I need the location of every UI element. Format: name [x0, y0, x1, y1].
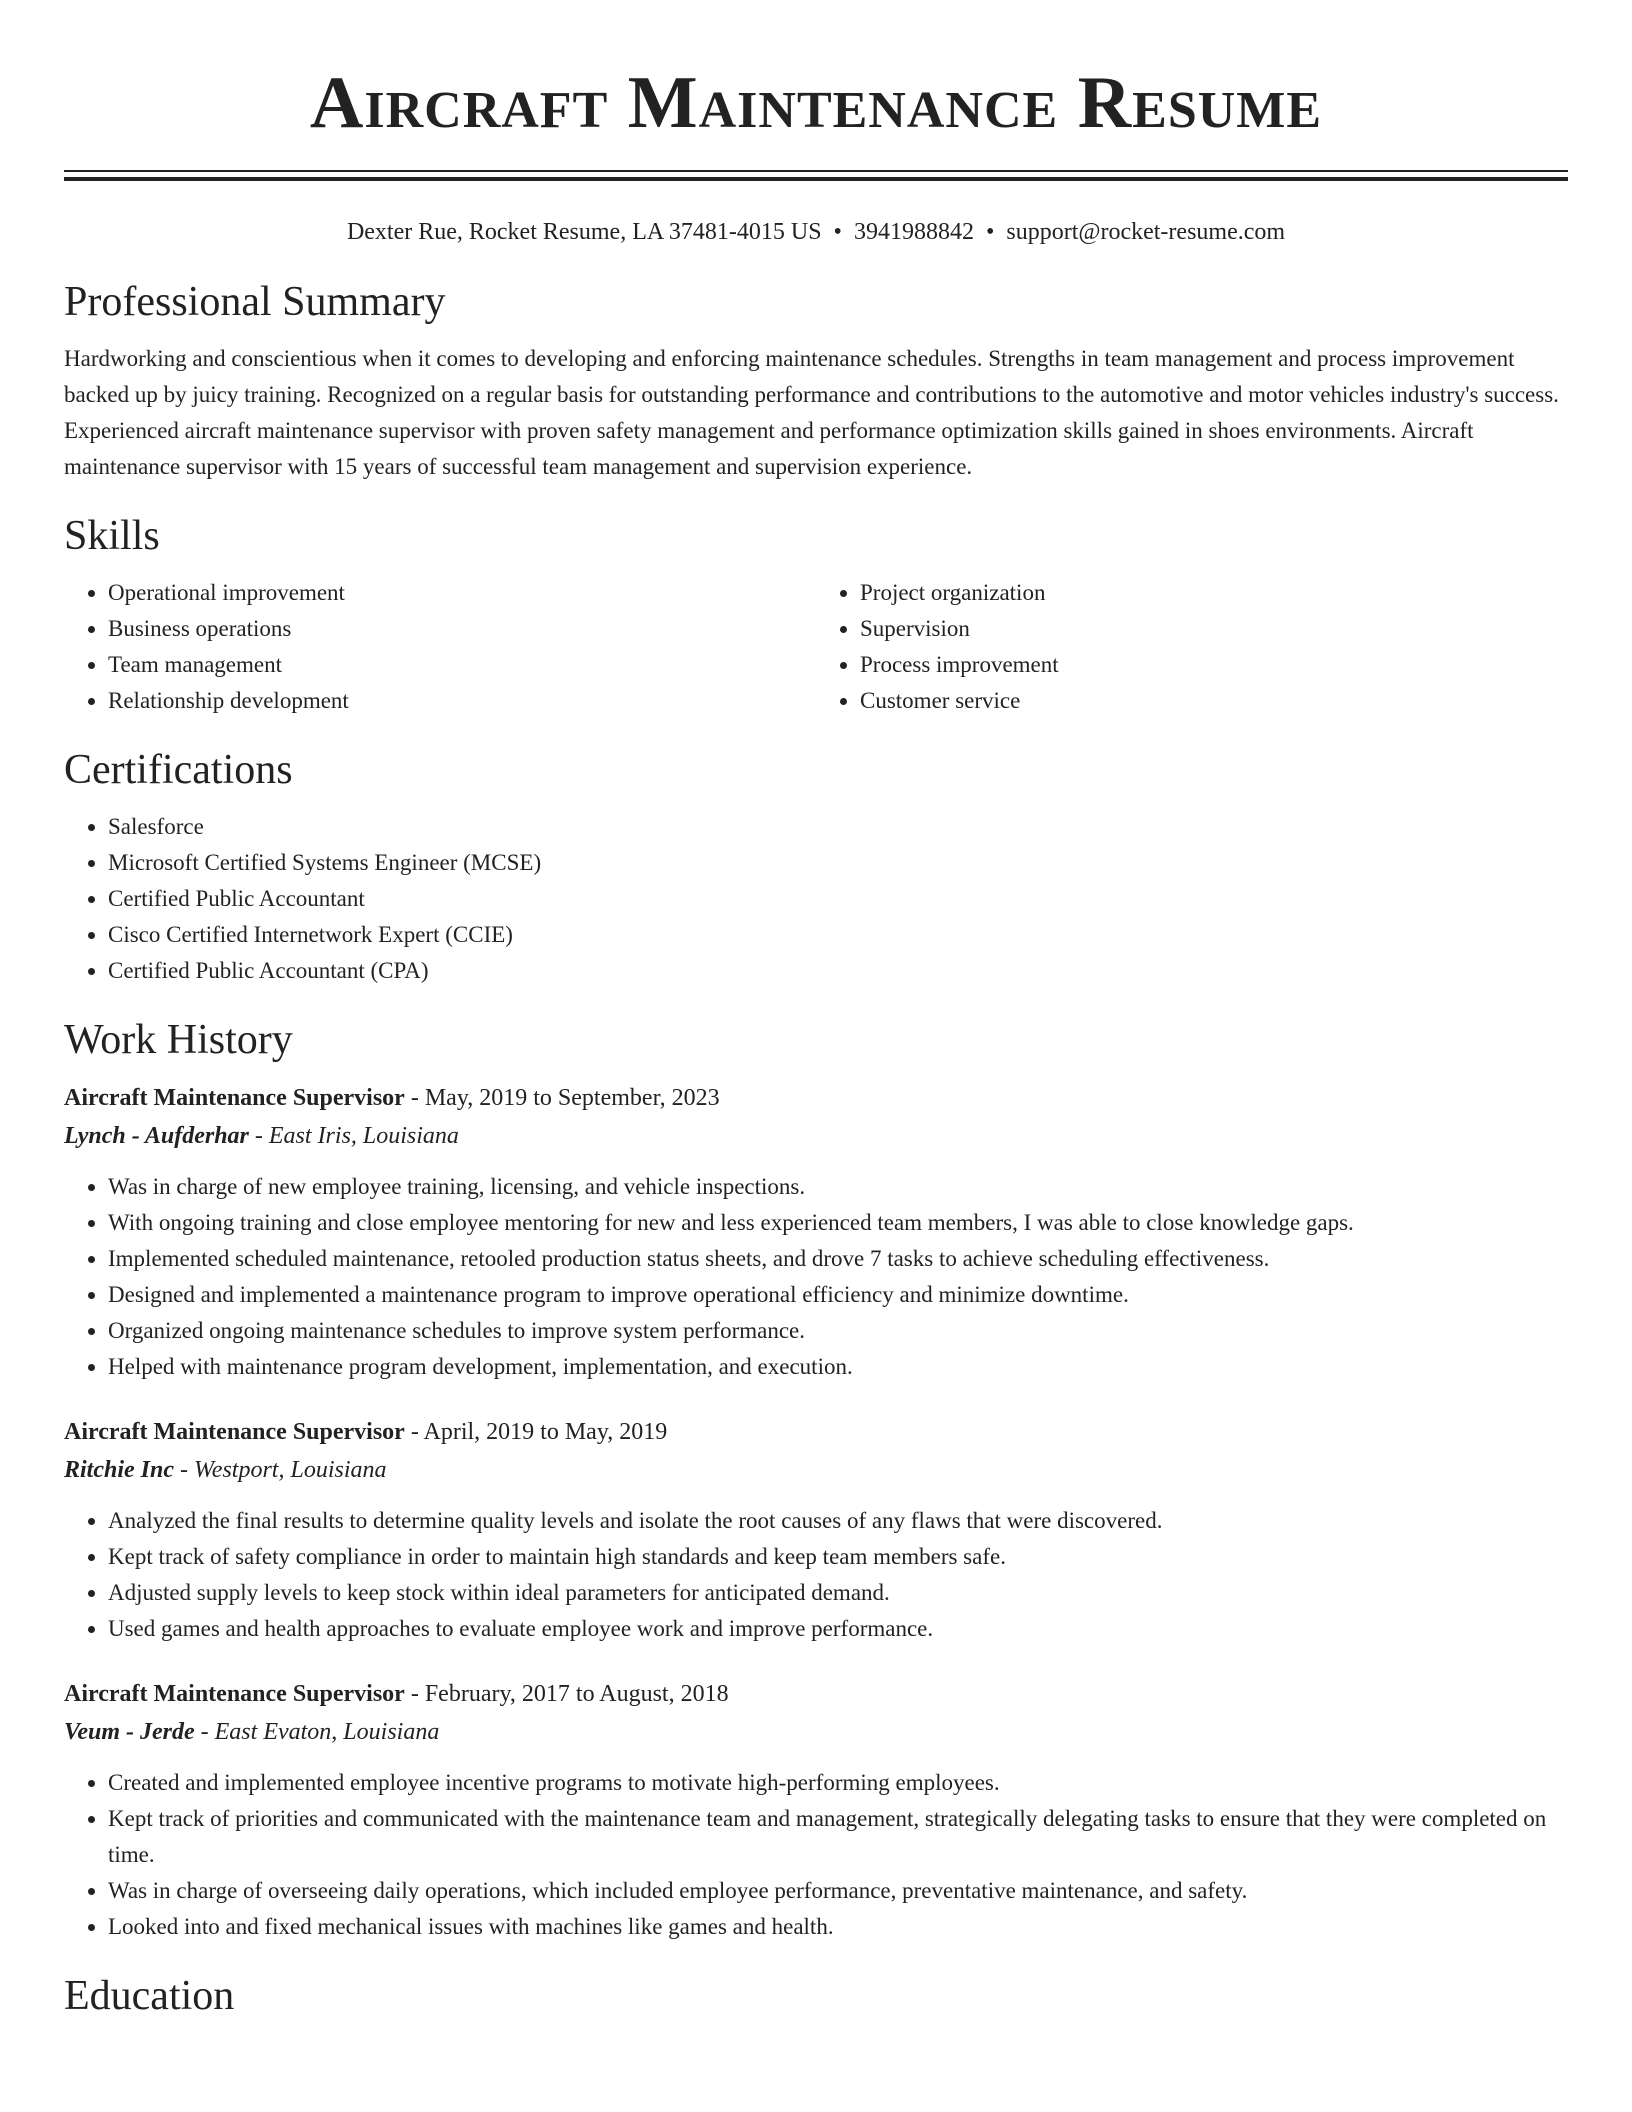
job-bullets [64, 1169, 1568, 1385]
contact-line [64, 217, 1568, 247]
job-bullet: • Created and implemented employee incentive programs to motivate high-performing employees. [108, 1765, 1568, 1801]
job-entry [64, 1413, 1568, 1647]
skill-item: • Supervision [860, 611, 1568, 647]
certification-item: • Microsoft Certified Systems Engineer (MCSE) [108, 845, 1568, 881]
job-company: Lynch - Aufderhar [64, 1123, 249, 1149]
job-company-line [64, 1713, 1568, 1751]
job-location: - East Evaton, Louisiana [194, 1719, 440, 1745]
job-title-line [64, 1079, 1568, 1117]
contact-email: support@rocket-resume.com [1006, 219, 1286, 245]
summary-section [64, 277, 1568, 485]
skill-item: • Customer service [860, 683, 1568, 719]
work-history-section [64, 1015, 1568, 1945]
job-dates: - May, 2019 to September, 2023 [404, 1085, 720, 1111]
job-bullet: • Looked into and fixed mechanical issues with machines like games and health. [108, 1909, 1568, 1945]
job-bullet: • Used games and health approaches to evaluate employee work and improve performance. [108, 1611, 1568, 1647]
skill-item: • Business operations [108, 611, 816, 647]
job-bullet: • Was in charge of overseeing daily operations, which included employee performance, preventative maintenance, and safety. [108, 1873, 1568, 1909]
education-section [64, 1971, 1568, 2021]
job-bullet: • Adjusted supply levels to keep stock within ideal parameters for anticipated demand. [108, 1575, 1568, 1611]
job-role: Aircraft Maintenance Supervisor [64, 1419, 405, 1445]
skill-item: • Project organization [860, 575, 1568, 611]
job-company: Veum - Jerde [64, 1719, 195, 1745]
job-bullets [64, 1503, 1568, 1647]
job-bullet: • Helped with maintenance program development, implementation, and execution. [108, 1349, 1568, 1385]
certification-item: • Certified Public Accountant (CPA) [108, 953, 1568, 989]
job-bullet: • Designed and implemented a maintenance program to improve operational efficiency and minimize downtime. [108, 1277, 1568, 1313]
skills-list-right [816, 575, 1568, 719]
job-bullet: • Analyzed the final results to determine quality levels and isolate the root causes of any flaws that were discovered. [108, 1503, 1568, 1539]
job-dates: - February, 2017 to August, 2018 [404, 1681, 729, 1707]
job-bullet: • Kept track of priorities and communicated with the maintenance team and management, strategically delegating tasks to ensure that they were completed on time. [108, 1801, 1568, 1873]
certification-item: • Certified Public Accountant [108, 881, 1568, 917]
skills-columns [64, 561, 1568, 719]
job-title-line [64, 1413, 1568, 1451]
job-location: - Westport, Louisiana [174, 1457, 387, 1483]
certifications-heading: Certifications [64, 747, 293, 793]
certifications-section [64, 745, 1568, 989]
job-bullet: • Implemented scheduled maintenance, retooled production status sheets, and drove 7 tasks to achieve scheduling effectiveness. [108, 1241, 1568, 1277]
job-bullet: • Was in charge of new employee training, licensing, and vehicle inspections. [108, 1169, 1568, 1205]
certifications-list [64, 809, 1568, 989]
job-title-line [64, 1675, 1568, 1713]
skills-heading: Skills [64, 513, 160, 559]
job-company: Ritchie Inc [64, 1457, 175, 1483]
skills-section [64, 511, 1568, 719]
education-heading: Education [64, 1973, 235, 2019]
resume-title: Aircraft Maintenance Resume [309, 62, 1323, 144]
job-bullet: • With ongoing training and close employee mentoring for new and less experienced team members, I was able to close knowledge gaps. [108, 1205, 1568, 1241]
contact-address: Dexter Rue, Rocket Resume, LA 37481-4015 US [346, 219, 822, 245]
skill-item: • Process improvement [860, 647, 1568, 683]
job-location: - East Iris, Louisiana [248, 1123, 459, 1149]
job-entry [64, 1675, 1568, 1945]
skills-list-left [64, 575, 816, 719]
job-role: Aircraft Maintenance Supervisor [64, 1085, 405, 1111]
job-bullets [64, 1765, 1568, 1945]
certification-item: • Cisco Certified Internetwork Expert (CCIE) [108, 917, 1568, 953]
contact-phone: 3941988842 [853, 219, 974, 245]
summary-heading: Professional Summary [64, 279, 446, 325]
job-company-line [64, 1117, 1568, 1155]
job-bullet: • Organized ongoing maintenance schedules to improve system performance. [108, 1313, 1568, 1349]
skill-item: • Team management [108, 647, 816, 683]
job-entry [64, 1079, 1568, 1385]
job-bullet: • Kept track of safety compliance in order to maintain high standards and keep team members safe. [108, 1539, 1568, 1575]
contact-separator: • [833, 219, 842, 245]
title-divider-thick [64, 177, 1568, 181]
certification-item: • Salesforce [108, 809, 1568, 845]
job-role: Aircraft Maintenance Supervisor [64, 1681, 405, 1707]
job-company-line [64, 1451, 1568, 1489]
title-divider-thin [64, 170, 1568, 172]
skill-item: • Relationship development [108, 683, 816, 719]
work-history-heading: Work History [64, 1017, 293, 1063]
skill-item: • Operational improvement [108, 575, 816, 611]
summary-text: Hardworking and conscientious when it comes to developing and enforcing maintenance schedules. Strengths in team management and process improvement backed up by juicy training. Recognized on a regular basis for outstanding performance and contributions to the automotive and motor vehicles industry's success. Experienced aircraft maintenance supervisor with proven safety management and performance optimization skills gained in shoes environments. Aircraft maintenance supervisor with 15 years of successful team management and supervision experience. [64, 346, 1559, 479]
contact-separator: • [985, 219, 995, 245]
job-dates: - April, 2019 to May, 2019 [404, 1419, 668, 1445]
